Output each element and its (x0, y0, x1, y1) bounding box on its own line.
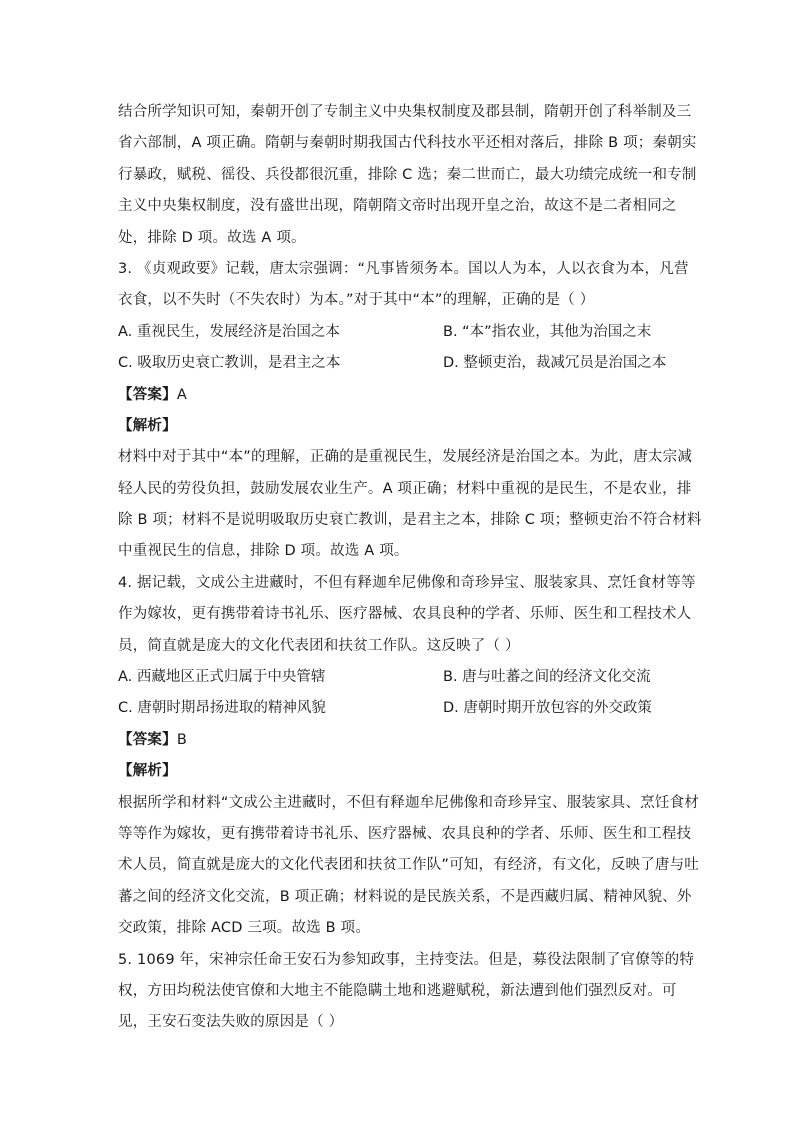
question-stem-line: 权，方田均税法使官僚和大地主不能隐瞒土地和逃避赋税，新法遭到他们强烈反对。可 (118, 982, 677, 999)
question-stem-line: 衣食，以不失时（不失农时）为本。”对于其中“本”的理解，正确的是（ ） (118, 292, 595, 309)
answer-value: A (176, 386, 187, 403)
analysis-line: 根据所学和材料“文成公主进藏时，不但有释迦牟尼佛像和奇珍异宝、服装家具、烹饪食材 (118, 794, 700, 811)
answer-line (118, 380, 678, 411)
option-c: C. 吸取历史衰亡教训，是君主之本 (118, 355, 341, 372)
question-5 (118, 945, 695, 1039)
analysis-line: 交政策，排除 ACD 三项。故选 B 项。 (118, 920, 371, 937)
analysis-line: 材料中对于其中“本”的理解，正确的是重视民生，发展经济是治国之本。为此，唐太宗减 (118, 449, 693, 466)
option-d: D. 唐朝时期开放包容的外交政策 (443, 700, 652, 717)
analysis-tag: 【解析】 (118, 417, 177, 434)
option-row (118, 317, 678, 348)
option-d: D. 整顿吏治，裁减冗员是治国之本 (443, 355, 667, 372)
analysis-heading (118, 756, 678, 787)
question-3 (118, 254, 702, 568)
text-line: 行暴政，赋税、徭役、兵役都很沉重，排除 C 选；秦二世而亡，最大功绩完成统一和专制 (118, 166, 697, 183)
option-row (118, 348, 678, 379)
q2-analysis-paragraph (118, 97, 697, 254)
answer-tag: 【答案】 (118, 731, 177, 748)
question-stem-line: 见，王安石变法失败的原因是（ ） (118, 1014, 344, 1031)
answer-value: B (176, 731, 187, 748)
analysis-line: 术人员，简直就是庞大的文化代表团和扶贫工作队”可知，有经济，有文化，反映了唐与吐 (118, 857, 700, 874)
option-b: B. “本”指农业，其他为治国之末 (443, 323, 652, 340)
option-row (118, 662, 678, 693)
analysis-line: 等等作为嫁妆，更有携带着诗书礼乐、医疗器械、农具良种的学者、乐师、医生和工程技 (118, 825, 692, 842)
answer-tag: 【答案】 (118, 386, 177, 403)
document-page (118, 97, 702, 1039)
text-line: 结合所学知识可知，秦朝开创了专制主义中央集权制度及郡县制，隋朝开创了科举制及三 (118, 104, 692, 120)
option-a: A. 西藏地区正式归属于中央管辖 (118, 669, 326, 686)
option-c: C. 唐朝时期昂扬进取的精神风貌 (118, 700, 326, 717)
analysis-line: 轻人民的劳役负担，鼓励发展农业生产。A 项正确；材料中重视的是民生，不是农业，排 (118, 480, 692, 497)
analysis-line: 中重视民生的信息，排除 D 项。故选 A 项。 (118, 543, 409, 560)
question-stem-line: 5. 1069 年，宋神宗任命王安石为参知政事，主持变法。但是，募役法限制了官僚等的特 (118, 951, 695, 968)
text-line: 省六部制，A 项正确。隋朝与秦朝时期我国古代科技水平还相对落后，排除 B 项；秦朝实 (118, 135, 697, 152)
analysis-line: 除 B 项；材料不是说明吸取历史衰亡教训，是君主之本，排除 C 项；整顿吏治不符合材料 (118, 512, 702, 529)
question-stem-line: 3. 《贞观政要》记载，唐太宗强调：“凡事皆须务本。国以人为本，人以衣食为本，凡营 (118, 260, 689, 277)
question-stem-line: 4. 据记载，文成公主进藏时，不但有释迦牟尼佛像和奇珍异宝、服装家具、烹饪食材等等 (118, 574, 696, 591)
analysis-tag: 【解析】 (118, 763, 177, 780)
option-b: B. 唐与吐蕃之间的经济文化交流 (443, 669, 651, 686)
analysis-heading (118, 411, 678, 442)
text-line: 主义中央集权制度，没有盛世出现，隋朝隋文帝时出现开皇之治，故这不是二者相同之 (118, 198, 677, 215)
question-4 (118, 568, 700, 945)
analysis-line: 蕃之间的经济文化交流，B 项正确；材料说的是民族关系，不是西藏归属、精神风貌、外 (118, 888, 692, 905)
option-a: A. 重视民生，发展经济是治国之本 (118, 323, 340, 340)
text-line: 处，排除 D 项。故选 A 项。 (118, 229, 306, 246)
question-stem-line: 作为嫁妆，更有携带着诗书礼乐、医疗器械、农具良种的学者、乐师、医生和工程技术人 (118, 606, 692, 623)
question-stem-line: 员，简直就是庞大的文化代表团和扶贫工作队。这反映了（ ） (118, 637, 520, 654)
option-row (118, 693, 678, 724)
answer-line (118, 725, 678, 756)
